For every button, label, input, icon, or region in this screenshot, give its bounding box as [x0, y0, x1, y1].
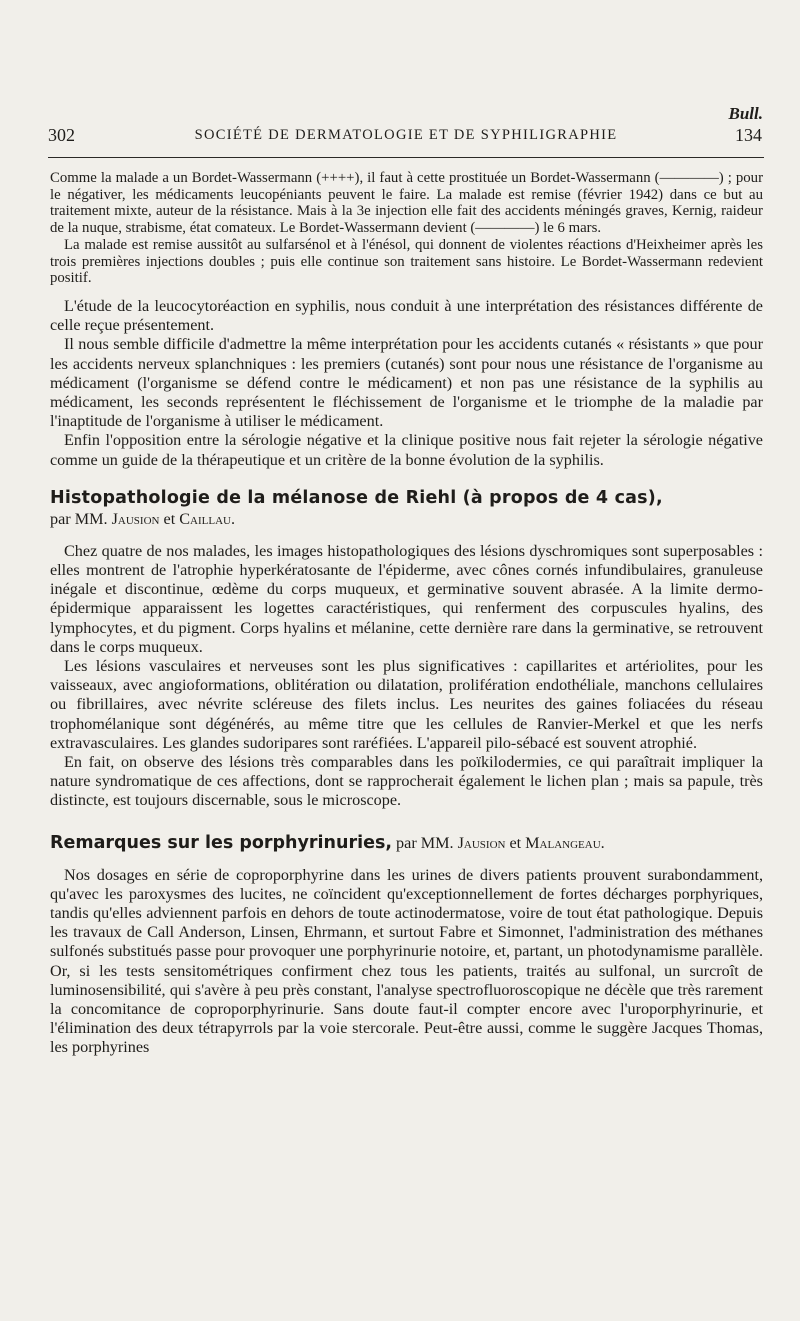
- author-name: Malangeau.: [525, 833, 605, 852]
- conclusion-paragraph: Il nous semble difficile d'admettre la même interprétation pour les accidents cutanés « résistants » que pour les accidents nerveux splanchniques : les premiers (cutanés) sont pour nous une résistance de l'organisme au médicament (l'organisme se défend contre le médicament) et non pas une résistance de la syphilis au médicament, les seconds représentent le fléchissement de l'organisme et le triomphe de la maladie par l'inaptitude de l'organisme à utiliser le médicament.: [50, 335, 763, 431]
- conclusion-paragraph: L'étude de la leucocytoréaction en syphilis, nous conduit à une interprétation des résistances différente de celle reçue présentement.: [50, 296, 763, 335]
- running-title: SOCIÉTÉ DE DERMATOLOGIE ET DE SYPHILIGRAPHIE: [194, 127, 618, 143]
- author-name: Jausion: [457, 833, 506, 852]
- section-title: Histopathologie de la mélanose de Riehl (à propos de 4 cas),: [50, 487, 663, 508]
- header-rule: [48, 157, 764, 158]
- section-paragraph: En fait, on observe des lésions très comparables dans les poïkilodermies, ce qui paraîtrait impliquer la nature syndromatique de ces affections, dont se rapprocherait également le lichen plan ; mais sa papule, très distincte, est toujours discernable, sous le microscope.: [50, 752, 763, 810]
- authors-prefix: par MM.: [50, 509, 108, 528]
- section-text: [50, 866, 763, 1058]
- section-paragraph: Les lésions vasculaires et nerveuses sont les plus significatives : capillarites et artériolites, pour les vaisseaux, avec angioformations, oblitération ou dilatation, prolifération endothéliale, manchons cellulaires ou fibrillaires, avec névrite scléreuse des filets inclus. Les neurites des gaines foliacées du réseau trophomélanique sont dégénérés, au même titre que les cellules de Ranvier-Merkel et que les nerfs extravasculaires. Les glandes sudoripares sont raréfiées. L'appareil pilo-sébacé est souvent atrophié.: [50, 656, 763, 752]
- conclusion-paragraph: Enfin l'opposition entre la sérologie négative et la clinique positive nous fait rejeter la sérologie négative comme un guide de la thérapeutique et un critère de la bonne évolution de la syphilis.: [50, 431, 763, 469]
- conclusion: [50, 297, 763, 470]
- bull-annotation: Bull.: [728, 104, 763, 123]
- case-report: [50, 170, 763, 287]
- volume-number: 134: [735, 125, 762, 145]
- authors-conjunction: et: [509, 833, 522, 852]
- section-authors: [50, 509, 763, 530]
- section-text: [50, 542, 763, 811]
- authors-prefix: par MM.: [396, 833, 454, 852]
- author-name: Jausion: [111, 509, 160, 528]
- authors-conjunction: et: [163, 509, 176, 528]
- case-paragraph: Comme la malade a un Bordet-Wassermann (++++), il faut à cette prostituée un Bordet-Wassermann (————) ; pour le négativer, les médicaments leucopéniants peuvent le faire. La malade est remise (février 1942) dans ce but au traitement mixte, auteur de la résistance. Mais à la 3e injection elle fait des accidents méningés graves, Kernig, raideur de la nuque, strabisme, état comateux. Le Bordet-Wassermann devient (————) le 6 mars.: [50, 170, 763, 237]
- section-heading-line: [50, 833, 763, 854]
- case-paragraph: La malade est remise aussitôt au sulfarsénol et à l'énésol, qui donnent de violentes réactions d'Heixheimer après les trois premières injections doubles ; puis elle continue son traitement sans histoire. Le Bordet-Wassermann redevient positif.: [50, 236, 763, 287]
- section-histopathologie: [50, 488, 763, 811]
- section-title: Remarques sur les porphyrinuries,: [50, 832, 393, 853]
- section-porphyrinuries: [50, 833, 763, 1058]
- author-name: Caillau.: [179, 509, 236, 528]
- page-body: [50, 170, 763, 1058]
- page-number: 302: [48, 125, 75, 145]
- page-header: [48, 125, 764, 147]
- section-paragraph: Nos dosages en série de coproporphyrine dans les urines de divers patients prouvent surabondamment, qu'avec les paroxysmes des lucites, ne coïncident qu'exceptionnellement de fortes décharges porphyriques, tandis qu'elles adviennent parfois en dehors de toute actinodermatose, voire de tout état pathologique. Depuis les travaux de Call Anderson, Linsen, Ehrmann, et surtout Fabre et Simonnet, l'administration des méthanes sulfonés substitués passe pour provoquer une porphyrinurie notoire, et, partant, un photodynamisme parallèle. Or, si les tests sensitométriques confirment chez tous les patients, traités au sulfonal, un surcroît de luminosensibilité, qui s'avère à peu près constant, l'analyse spectrofluoroscopique ne décèle que très rarement la concomitance de coproporphyrinurie. Sans doute faut-il compter encore avec l'uroporphyrinurie, et l'élimination des deux tétrapyrrols par la voie stercorale. Peut-être aussi, comme le suggère Jacques Thomas, les porphyrines: [50, 865, 763, 1057]
- section-paragraph: Chez quatre de nos malades, les images histopathologiques des lésions dyschromiques sont superposables : elles montrent de l'atrophie hyperkératosante de l'épiderme, avec cônes cornés infundibulaires, granuleuse inégale et discontinue, œdème du corps muqueux, et germinative souvent abrasée. A la limite dermo-épidermique apparaissent les logettes caractéristiques, qui renferment des corpuscules hyalins, des lymphocytes, et du pigment. Corps hyalins et mélanine, cette dernière rare dans la germinative, se retrouvent dans le corps muqueux.: [50, 541, 763, 656]
